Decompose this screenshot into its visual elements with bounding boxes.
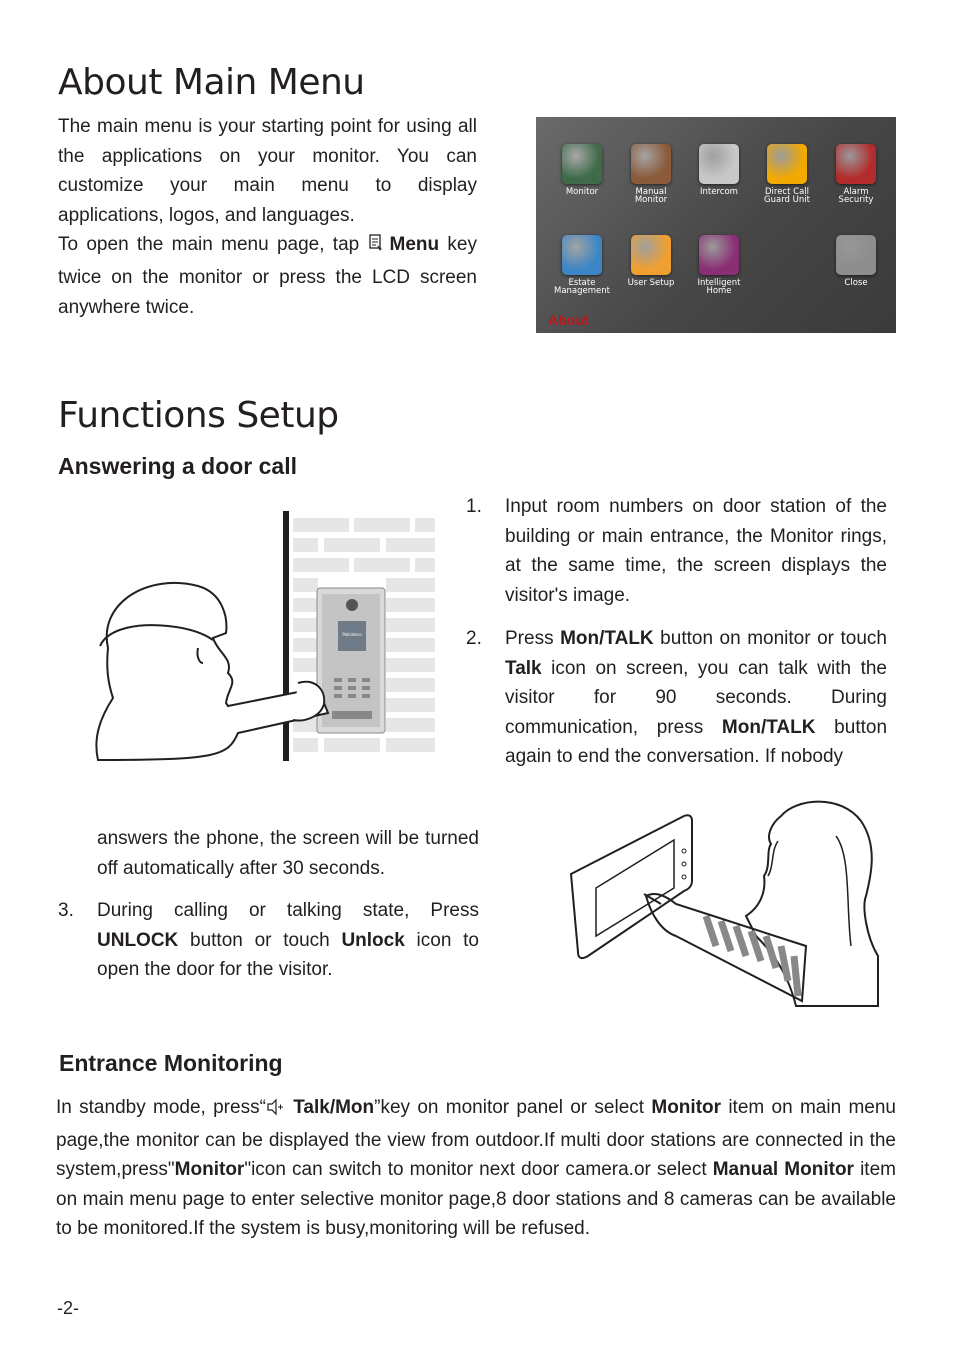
estate-icon[interactable] bbox=[562, 235, 602, 275]
menu-item-label: Intercom bbox=[700, 187, 738, 197]
monitor-icon[interactable] bbox=[562, 144, 602, 184]
menu-item-label: Intelligent Home bbox=[697, 278, 741, 296]
step-3-text: During calling or talking state, Press UNLOCK button or touch Unlock icon to open the door for the visitor. bbox=[97, 900, 479, 981]
about-label: About bbox=[548, 312, 589, 328]
entrance-text: In standby mode, press“ Talk/Mon”key on monitor panel or select Monitor item on main menu page,the monitor can be displayed the view from outdoor.If multi door stations are connected in the system,press"Monitor"icon can switch to monitor next door camera.or select Manual Monitor item on main menu page to enter selective monitor page,8 door stations and 8 cameras can be available to be monitored.If the system is busy,monitoring will be refused. bbox=[56, 1097, 896, 1240]
user-setup-icon[interactable] bbox=[631, 235, 671, 275]
about-paragraph-2: To open the main menu page, tap Menu key twice on the monitor or press the LCD screen anywhere twice. bbox=[58, 234, 477, 318]
door-station-brand: Pokinteco bbox=[342, 632, 362, 637]
entrance-title: Entrance Monitoring bbox=[59, 1050, 283, 1076]
about-title: About Main Menu bbox=[58, 62, 365, 103]
answering-title: Answering a door call bbox=[58, 453, 297, 479]
about-paragraph-1: The main menu is your starting point for using all the applications on your monitor. You can customize your main menu to display applications, logos, and languages. bbox=[58, 116, 477, 226]
door-call-illustration bbox=[88, 508, 438, 764]
menu-key-icon bbox=[368, 233, 390, 263]
menu-item-label: Alarm Security bbox=[838, 187, 874, 205]
menu-item-label: User Setup bbox=[627, 278, 675, 288]
manual-monitor-icon[interactable] bbox=[631, 144, 671, 184]
step-1-text: Input room numbers on door station of the building or main entrance, the Monitor rings, at the same time, the screen displays the visitor's image. bbox=[505, 496, 887, 606]
home-icon[interactable] bbox=[699, 235, 739, 275]
phone-icon[interactable] bbox=[767, 144, 807, 184]
step-1-number: 1. bbox=[466, 496, 482, 517]
alarm-icon[interactable] bbox=[836, 144, 876, 184]
intercom-icon[interactable] bbox=[699, 144, 739, 184]
functions-title: Functions Setup bbox=[58, 395, 339, 436]
monitor-touch-illustration bbox=[566, 796, 882, 1014]
menu-item-label: Close bbox=[844, 278, 868, 288]
step-2-continuation: answers the phone, the screen will be turned off automatically after 30 seconds. bbox=[97, 828, 479, 879]
about-text bbox=[58, 112, 477, 322]
step-2-number: 2. bbox=[466, 628, 482, 649]
main-menu-screenshot bbox=[536, 117, 896, 333]
close-icon[interactable] bbox=[836, 235, 876, 275]
page-number: -2- bbox=[57, 1298, 79, 1318]
step-3-number: 3. bbox=[58, 900, 74, 921]
speaker-icon bbox=[266, 1096, 286, 1126]
step-2-text: Press Mon/TALK button on monitor or touch Talk icon on screen, you can talk with the visitor for 90 seconds. During communication, press Mon/TALK button again to end the conversation. If nobody bbox=[505, 628, 888, 768]
menu-item-label: Estate Management bbox=[554, 278, 610, 296]
menu-item-label: Manual Monitor bbox=[634, 187, 668, 205]
menu-item-label: Direct Call Guard Unit bbox=[764, 187, 810, 205]
menu-item-label: Monitor bbox=[565, 187, 599, 197]
